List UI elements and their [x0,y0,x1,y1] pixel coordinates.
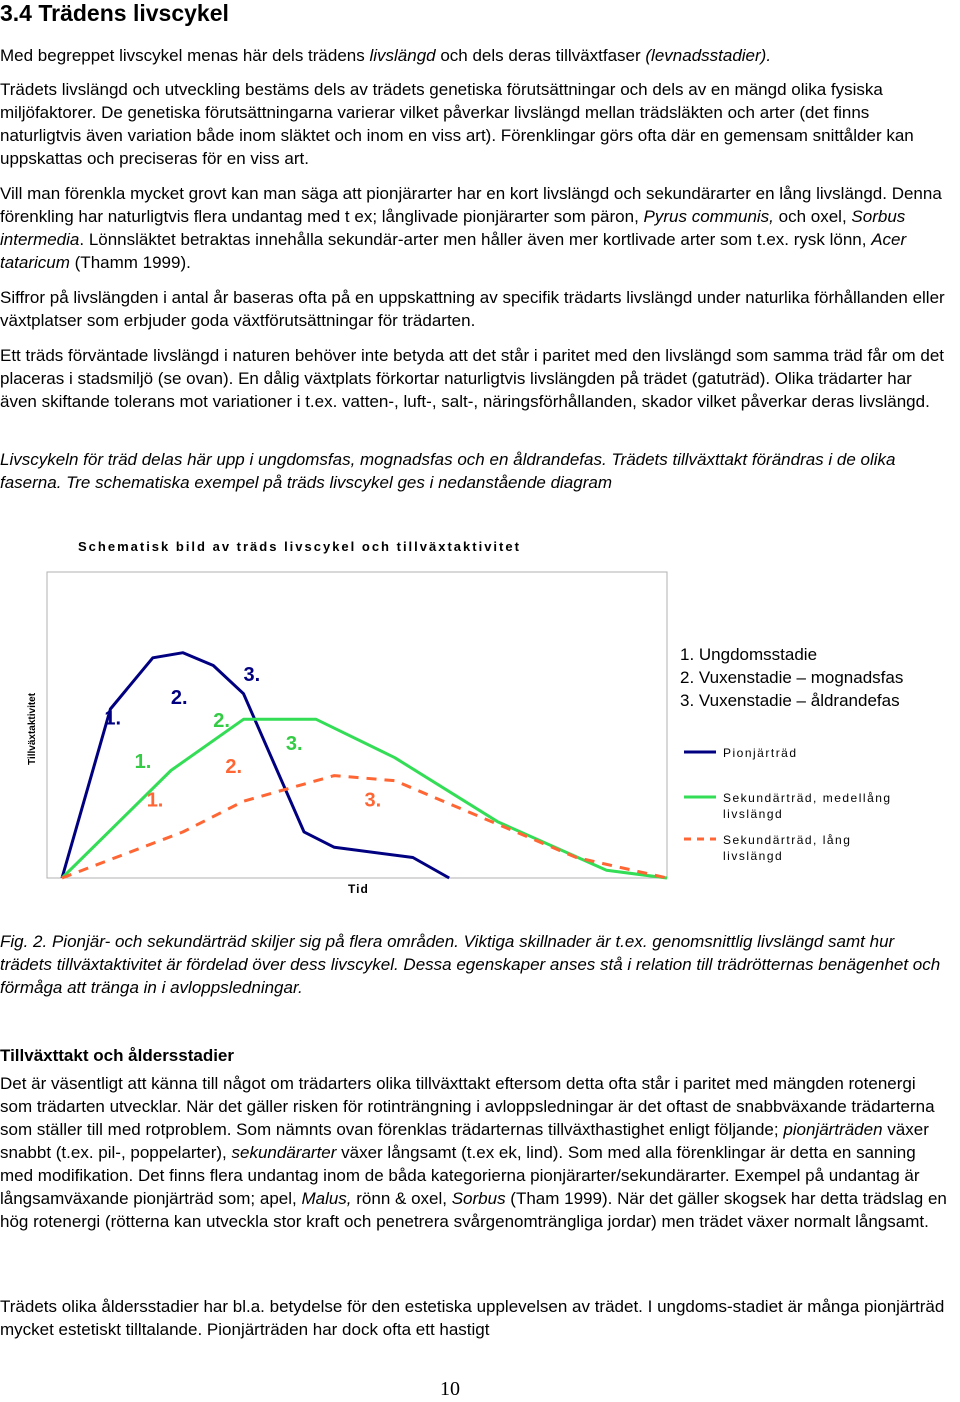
paragraph-5: Ett träds förväntade livslängd i naturen behöver inte betyda att det står i paritet med den livslängd som samma träd får om det placeras i stadsmiljö (se ovan). En dålig växtplats förkortar naturligtvis livslängden på trädet (gatuträd). Olika trädarter har även skiftande tolerans mot variationer i t.ex. vatten-, luft-, salt-, näringsförhållanden, skador vilket påverkar deras livslängd. [0,346,944,411]
stage-label-orange: 2. [225,756,243,779]
text-run: växer långsamt (t.ex ek, lind). Som med alla förenklingar är detta en sanning med modifikation. Det finns flera undantag inom de båda kategorierna pionjärarter/sekundärarter. Exempel på undantag är långsamväxande pionjärträd som; apel, [0,1143,920,1208]
section-heading: 3.4 Trädens livscykel [0,0,229,26]
stage-label-orange: 1. [146,789,164,812]
stage-label-orange: 3. [364,789,382,812]
text-run: och oxel, [773,207,852,226]
paragraph-7 [0,1072,950,1233]
paragraph-4: Siffror på livslängden i antal år baseras ofta på en uppskattning av specifik trädarts livslängd under naturlika förhållanden eller växtplatser som erbjuder goda växtförutsättningar för trädarten. [0,288,945,330]
stage-item: 3. Vuxenstadie – åldrandefas [680,691,900,710]
chart-title: Schematisk bild av träds livscykel och tillväxtaktivitet [78,539,521,554]
legend [684,746,892,863]
stage-list [680,645,903,710]
stage-label-navy: 1. [104,707,122,730]
stage-label-navy: 2. [170,686,188,709]
legend-label: Pionjärträd [723,746,798,760]
text-run: Med begreppet livscykel menas här dels trädens [0,46,370,65]
text-run: (Thamm 1999). [69,253,191,272]
stage-item: 2. Vuxenstadie – mognadsfas [680,668,904,687]
paragraph-8: Trädets olika åldersstadier har bl.a. betydelse för den estetiska upplevelsen av trädet. I ungdoms-stadiet är många pionjärträd mycket estetiskt tilltalande. Pionjärträden har dock ofta ett hastigt [0,1297,945,1339]
italic-term: (levnadsstadier). [645,46,772,65]
species-name: Sorbus [451,1189,506,1208]
italic-term: sekundärarter [231,1143,337,1162]
y-axis-label: Tillväxtaktivitet [27,692,38,765]
stage-label-green: 1. [134,750,152,773]
x-axis-label: Tid [348,882,369,896]
paragraph-3 [0,182,950,274]
text-run: Det är väsentligt att känna till något om trädarters olika tillväxttakt eftersom detta ofta står i paritet med mängden rotenergi som trädarten utvecklar. När det gäller risken för rotinträngning i avloppsledningar är det oftast de snabbväxande trädarterna som ställer till med rotproblem. Som nämnts ovan förenklas trädarternas tillväxthastighet enligt följande; [0,1074,935,1139]
italic-term: pionjärträden [783,1120,883,1139]
stage-label-green: 3. [285,733,303,755]
species-name: Malus, [301,1189,352,1208]
figure-caption: Fig. 2. Pionjär- och sekundärträd skiljer sig på flera områden. Viktiga skillnader är t.ex. genomsnittlig livslängd samt hur trädets tillväxtaktivitet är fördelad över dess livscykel. Dessa egenskaper anses stå i relation till trädrötternas benägenhet och förmåga att tränga in i avloppsledningar. [0,932,941,997]
stage-label-green: 2. [213,709,230,732]
plot-area [47,572,667,878]
species-name: Sorbus intermedia [0,207,906,249]
page-number: 10 [440,1378,460,1400]
legend-label: Sekundärträd, lång livslängd [723,833,852,863]
paragraph-6: Livscykeln för träd delas här upp i ungdomsfas, mognadsfas och en åldrandefas. Trädets tillväxttakt förändras i de olika faserna. Tre schematiska exempel på träds livscykel ges i nedanstående diagram [0,450,896,492]
text-run: rönn & oxel, [351,1189,452,1208]
stage-label-navy: 3. [243,663,261,686]
text-run: . Lönnsläktet betraktas innehålla sekundär-arter men håller även mer kortlivade arter som t.ex. rysk lönn, [79,230,872,249]
italic-term: livslängd [369,46,436,65]
lifecycle-chart [0,520,960,900]
legend-label: Sekundärträd, medellång livslängd [723,791,892,821]
text-run: Vill man förenkla mycket grovt kan man säga att pionjärarter har en kort livslängd och sekundärarter en lång livslängd. Denna förenkling har naturligtvis flera undantag med t ex; långlivade pionjärarter som päron, [0,184,942,226]
text-run: växer snabbt (t.ex. pil-, poppelarter), [0,1120,929,1162]
paragraph-1 [0,44,950,67]
text-run: (Tham 1999). När det gäller skogsek har detta trädslag en hög rotenergi (rötterna kan utveckla stor kraft och penetrera svårgenomträngliga jordar) men trädet växer normalt långsamt. [0,1189,947,1231]
species-name: Pyrus communis, [643,207,774,226]
text-run: och dels deras tillväxtfaser [435,46,646,65]
stage-item: 1. Ungdomsstadie [680,645,818,664]
species-name: Acer tataricum [0,230,907,272]
subheading: Tillväxttakt och åldersstadier [0,1046,235,1065]
paragraph-2: Trädets livslängd och utveckling bestäms dels av trädets genetiska förutsättningar och dels av en mängd olika fysiska miljöfaktorer. De genetiska förutsättningarna varierar vilket påverkar livslängd mellan trädsläkten och arter (det finns naturligtvis även variation både inom släktet och inom en viss art). Förenklingar görs ofta där en gemensam snittålder kan uppskattas och preciseras för en viss art. [0,80,914,168]
